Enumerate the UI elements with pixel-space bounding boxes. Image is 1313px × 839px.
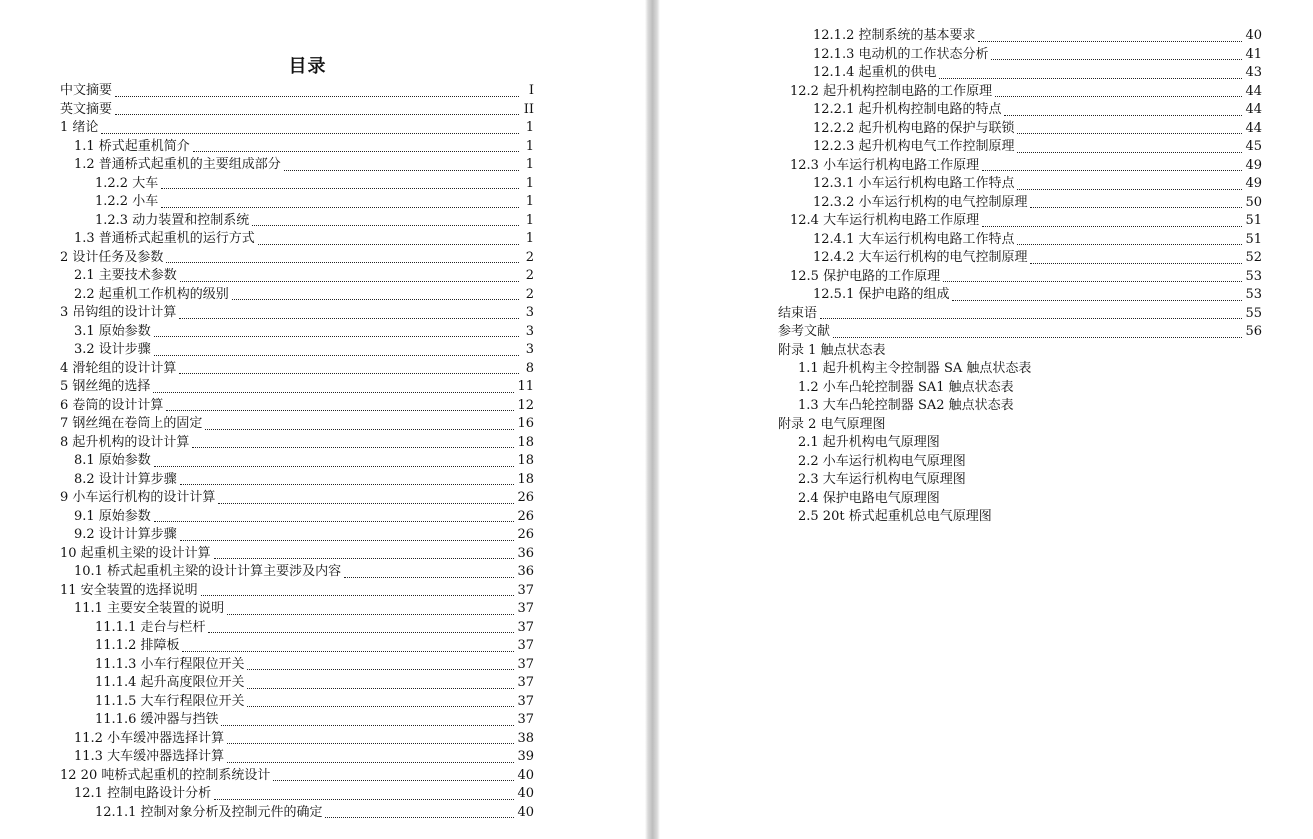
toc-entry[interactable] xyxy=(60,637,534,656)
toc-entry-label: 12.3.1 小车运行机构电路工作特点 xyxy=(813,176,1015,191)
toc-list-right xyxy=(778,27,1262,527)
dot-leader xyxy=(180,474,515,485)
toc-entry-label: 8 起升机构的设计计算 xyxy=(60,434,190,450)
toc-entry-page-number: 44 xyxy=(1245,83,1262,99)
toc-entry-label: 2.2 起重机工作机构的级别 xyxy=(74,286,229,302)
toc-entry[interactable] xyxy=(60,397,534,416)
dot-leader xyxy=(978,31,1242,42)
toc-entry-page-number: 26 xyxy=(517,527,534,542)
toc-entry[interactable] xyxy=(60,119,534,138)
toc-entry[interactable] xyxy=(778,305,1262,324)
toc-entry-page-number: 1 xyxy=(525,212,534,228)
toc-entry[interactable] xyxy=(778,342,1262,361)
dot-leader xyxy=(943,271,1242,282)
toc-entry[interactable] xyxy=(778,120,1262,139)
toc-entry-page-number: 50 xyxy=(1245,194,1262,210)
toc-entry-label: 结束语 xyxy=(778,305,818,321)
toc-entry[interactable] xyxy=(60,619,534,638)
toc-entry-label: 4 滑轮组的设计计算 xyxy=(60,360,177,376)
toc-entry-page-number: 56 xyxy=(1245,324,1262,339)
dot-leader xyxy=(214,789,514,800)
dot-leader xyxy=(258,234,519,245)
toc-entry[interactable] xyxy=(60,230,534,249)
dot-leader xyxy=(180,530,515,541)
toc-entry[interactable] xyxy=(60,434,534,453)
toc-entry-label: 2.5 20t 桥式起重机总电气原理图 xyxy=(798,509,992,524)
toc-entry[interactable] xyxy=(60,212,534,231)
dot-leader xyxy=(179,308,519,319)
dot-leader xyxy=(1004,105,1242,116)
dot-leader xyxy=(214,548,515,559)
toc-entry[interactable] xyxy=(60,304,534,323)
toc-entry-label: 12.1 控制电路设计分析 xyxy=(74,786,212,801)
toc-entry[interactable] xyxy=(60,156,534,175)
toc-entry[interactable] xyxy=(60,508,534,527)
toc-entry[interactable] xyxy=(60,452,534,471)
toc-entry-label: 12.3.2 小车运行机构的电气控制原理 xyxy=(813,194,1028,210)
toc-entry-label: 10 起重机主梁的设计计算 xyxy=(60,545,211,561)
toc-entry-page-number: I xyxy=(528,83,534,98)
toc-entry-page-number: 8 xyxy=(525,360,534,376)
dot-leader xyxy=(154,326,519,337)
toc-entry-page-number: 18 xyxy=(517,453,534,468)
toc-entry-page-number: 45 xyxy=(1245,139,1262,154)
dot-leader xyxy=(166,400,514,411)
dot-leader xyxy=(273,770,514,781)
toc-title: 目录 xyxy=(288,56,327,77)
dot-leader xyxy=(247,678,514,689)
toc-entry[interactable] xyxy=(60,341,534,360)
toc-entry-page-number: 51 xyxy=(1245,213,1262,228)
toc-entry[interactable] xyxy=(60,600,534,619)
toc-entry-page-number: 12 xyxy=(517,397,534,413)
toc-entry[interactable] xyxy=(60,82,534,101)
toc-entry-page-number: 37 xyxy=(517,675,534,690)
toc-entry-page-number: 1 xyxy=(525,194,534,209)
toc-entry[interactable] xyxy=(778,360,1262,379)
toc-entry-page-number: 37 xyxy=(517,619,534,635)
toc-entry-page-number: 55 xyxy=(1245,305,1262,321)
dot-leader xyxy=(1017,234,1242,245)
toc-entry[interactable] xyxy=(778,27,1262,46)
toc-entry[interactable] xyxy=(60,471,534,490)
toc-entry-label: 3 吊钩组的设计计算 xyxy=(60,305,177,320)
toc-list-left xyxy=(60,82,534,822)
toc-entry[interactable] xyxy=(60,175,534,194)
toc-entry-label: 中文摘要 xyxy=(60,83,113,98)
toc-entry-label: 1.1 起升机构主令控制器 SA 触点状态表 xyxy=(798,361,1032,376)
toc-entry[interactable] xyxy=(60,545,534,564)
toc-entry-page-number: 26 xyxy=(517,508,534,524)
toc-entry-label: 11.1.1 走台与栏杆 xyxy=(95,619,206,635)
toc-entry-page-number: 37 xyxy=(517,693,534,709)
toc-entry-page-number: 3 xyxy=(525,323,534,339)
toc-entry[interactable] xyxy=(778,194,1262,213)
toc-entry-label: 12.4.2 大车运行机构的电气控制原理 xyxy=(813,250,1028,265)
toc-entry[interactable] xyxy=(778,101,1262,120)
toc-entry-label: 10.1 桥式起重机主梁的设计计算主要涉及内容 xyxy=(74,564,342,579)
toc-entry[interactable] xyxy=(60,526,534,545)
dot-leader xyxy=(161,197,519,208)
dot-leader xyxy=(1030,197,1242,208)
dot-leader xyxy=(201,585,515,596)
toc-entry[interactable] xyxy=(778,453,1262,472)
toc-entry-label: 1 绪论 xyxy=(60,120,99,135)
toc-entry-label: 12.2 起升机构控制电路的工作原理 xyxy=(790,83,993,99)
toc-entry-label: 12.2.1 起升机构控制电路的特点 xyxy=(813,102,1002,117)
dot-leader xyxy=(193,141,519,152)
toc-entry-page-number: 2 xyxy=(525,249,534,265)
toc-entry-label: 11.1 主要安全装置的说明 xyxy=(74,601,225,616)
toc-entry[interactable] xyxy=(778,157,1262,176)
dot-leader xyxy=(154,345,519,356)
toc-entry[interactable] xyxy=(778,249,1262,268)
toc-entry-label: 12.1.3 电动机的工作状态分析 xyxy=(813,46,989,62)
toc-entry-label: 12.5 保护电路的工作原理 xyxy=(790,268,941,284)
toc-entry-page-number: 37 xyxy=(517,582,534,598)
toc-entry-label: 1.2 普通桥式起重机的主要组成部分 xyxy=(74,157,281,172)
toc-entry[interactable] xyxy=(60,360,534,379)
toc-page-right xyxy=(660,0,1313,839)
toc-entry-label: 8.2 设计计算步骤 xyxy=(74,471,177,487)
toc-entry-label: 2.1 主要技术参数 xyxy=(74,268,177,283)
toc-entry-label: 附录 2 电气原理图 xyxy=(778,416,886,432)
toc-entry-label: 附录 1 触点状态表 xyxy=(778,342,886,358)
toc-entry-page-number: 53 xyxy=(1245,268,1262,284)
toc-entry-label: 11.1.6 缓冲器与挡铁 xyxy=(95,712,219,727)
toc-entry-page-number: 40 xyxy=(517,786,534,801)
toc-entry-label: 1.2 小车凸轮控制器 SA1 触点状态表 xyxy=(798,379,1014,395)
toc-entry-page-number: II xyxy=(523,101,534,117)
toc-entry[interactable] xyxy=(60,748,534,767)
toc-entry-page-number: 52 xyxy=(1245,250,1262,265)
dot-leader xyxy=(166,252,519,263)
dot-leader xyxy=(192,437,514,448)
toc-entry-label: 11.1.2 排障板 xyxy=(95,638,180,653)
toc-entry[interactable] xyxy=(60,767,534,786)
dot-leader xyxy=(284,160,519,171)
toc-entry-page-number: 53 xyxy=(1245,287,1262,302)
toc-entry-page-number: 3 xyxy=(525,305,534,320)
toc-entry[interactable] xyxy=(60,415,534,434)
toc-entry[interactable] xyxy=(60,249,534,268)
toc-entry[interactable] xyxy=(778,268,1262,287)
dot-leader xyxy=(1017,123,1242,134)
dot-leader xyxy=(101,123,519,134)
toc-entry-page-number: 11 xyxy=(517,379,534,394)
dot-leader xyxy=(952,290,1242,301)
toc-entry-label: 12.3 小车运行机构电路工作原理 xyxy=(790,157,980,173)
dot-leader xyxy=(1017,179,1242,190)
dot-leader xyxy=(252,215,519,226)
toc-entry-page-number: 49 xyxy=(1245,176,1262,191)
toc-entry[interactable] xyxy=(778,138,1262,157)
toc-entry-page-number: 3 xyxy=(525,342,534,357)
dot-leader xyxy=(182,641,514,652)
toc-entry-page-number: 37 xyxy=(517,601,534,616)
dot-leader xyxy=(325,807,514,818)
dot-leader xyxy=(995,86,1242,97)
toc-entry-label: 11.3 大车缓冲器选择计算 xyxy=(74,749,225,764)
toc-entry[interactable] xyxy=(778,231,1262,250)
toc-entry-page-number: 1 xyxy=(525,175,534,191)
toc-entry-page-number: 26 xyxy=(517,490,534,505)
toc-entry-label: 1.1 桥式起重机简介 xyxy=(74,138,190,154)
dot-leader xyxy=(247,659,514,670)
dot-leader xyxy=(227,752,514,763)
toc-entry-label: 1.2.3 动力装置和控制系统 xyxy=(95,212,250,228)
toc-entry-page-number: 37 xyxy=(517,656,534,672)
toc-entry[interactable] xyxy=(778,83,1262,102)
toc-entry-page-number: 18 xyxy=(517,434,534,450)
toc-entry-page-number: 38 xyxy=(517,730,534,746)
toc-entry[interactable] xyxy=(60,138,534,157)
toc-entry[interactable] xyxy=(778,508,1262,527)
toc-entry-label: 12.1.1 控制对象分析及控制元件的确定 xyxy=(95,804,323,820)
dot-leader xyxy=(161,178,519,189)
toc-entry-label: 2.2 小车运行机构电气原理图 xyxy=(798,453,966,469)
toc-entry[interactable] xyxy=(778,416,1262,435)
toc-entry-label: 6 卷筒的设计计算 xyxy=(60,397,164,413)
toc-entry-label: 12.2.2 起升机构电路的保护与联锁 xyxy=(813,120,1015,136)
toc-entry-label: 12.4 大车运行机构电路工作原理 xyxy=(790,213,980,228)
dot-leader xyxy=(154,456,515,467)
toc-entry-page-number: 49 xyxy=(1245,157,1262,173)
toc-entry[interactable] xyxy=(778,379,1262,398)
toc-entry[interactable] xyxy=(778,397,1262,416)
toc-entry[interactable] xyxy=(60,267,534,286)
toc-entry-page-number: 1 xyxy=(525,157,534,172)
toc-entry-label: 11 安全装置的选择说明 xyxy=(60,582,198,598)
dot-leader xyxy=(115,104,519,115)
toc-entry-label: 3.2 设计步骤 xyxy=(74,342,151,357)
toc-entry-page-number: 40 xyxy=(517,767,534,783)
toc-entry-page-number: 18 xyxy=(517,471,534,487)
toc-entry-label: 8.1 原始参数 xyxy=(74,453,151,468)
toc-entry-page-number: 37 xyxy=(517,712,534,727)
dot-leader xyxy=(205,419,514,430)
toc-entry-label: 2.1 起升机构电气原理图 xyxy=(798,435,940,450)
toc-entry-page-number: 1 xyxy=(525,120,534,135)
dot-leader xyxy=(227,733,514,744)
dot-leader xyxy=(208,622,514,633)
dot-leader xyxy=(247,696,514,707)
dot-leader xyxy=(227,604,514,615)
toc-entry-label: 11.2 小车缓冲器选择计算 xyxy=(74,730,225,746)
toc-entry-label: 1.2.2 小车 xyxy=(95,194,159,209)
page-gutter xyxy=(645,0,660,839)
dot-leader xyxy=(218,493,514,504)
toc-entry[interactable] xyxy=(778,490,1262,509)
toc-entry-label: 9.2 设计计算步骤 xyxy=(74,527,177,542)
toc-entry[interactable] xyxy=(60,323,534,342)
toc-entry[interactable] xyxy=(60,563,534,582)
toc-entry-page-number: 16 xyxy=(517,416,534,431)
dot-leader xyxy=(344,567,514,578)
dot-leader xyxy=(1030,253,1242,264)
toc-entry-label: 11.1.4 起升高度限位开关 xyxy=(95,675,245,690)
toc-entry[interactable] xyxy=(60,693,534,712)
dot-leader xyxy=(154,511,515,522)
toc-entry-page-number: 44 xyxy=(1245,120,1262,136)
toc-entry-page-number: 44 xyxy=(1245,102,1262,117)
toc-entry-label: 12 20 吨桥式起重机的控制系统设计 xyxy=(60,767,271,783)
toc-entry[interactable] xyxy=(60,286,534,305)
toc-entry-label: 9.1 原始参数 xyxy=(74,508,151,524)
toc-entry-label: 1.3 普通桥式起重机的运行方式 xyxy=(74,231,255,246)
toc-entry[interactable] xyxy=(60,489,534,508)
toc-entry[interactable] xyxy=(778,175,1262,194)
toc-entry-label: 7 钢丝绳在卷筒上的固定 xyxy=(60,416,203,431)
dot-leader xyxy=(180,271,519,282)
toc-entry-page-number: 40 xyxy=(1245,28,1262,43)
toc-entry-label: 5 钢丝绳的选择 xyxy=(60,379,151,394)
toc-entry-label: 3.1 原始参数 xyxy=(74,323,151,339)
toc-entry-label: 11.1.3 小车行程限位开关 xyxy=(95,656,245,672)
dot-leader xyxy=(179,363,519,374)
toc-entry-page-number: 2 xyxy=(525,268,534,283)
toc-entry-label: 2.3 大车运行机构电气原理图 xyxy=(798,472,966,487)
toc-entry-page-number: 36 xyxy=(517,564,534,579)
toc-entry[interactable] xyxy=(60,674,534,693)
dot-leader xyxy=(221,715,514,726)
dot-leader xyxy=(820,308,1242,319)
toc-entry-page-number: 51 xyxy=(1245,231,1262,247)
toc-entry[interactable] xyxy=(778,64,1262,83)
toc-entry-label: 1.3 大车凸轮控制器 SA2 触点状态表 xyxy=(798,398,1014,413)
dot-leader xyxy=(982,160,1242,171)
toc-entry-label: 英文摘要 xyxy=(60,101,113,117)
dot-leader xyxy=(153,382,514,393)
toc-entry[interactable] xyxy=(60,785,534,804)
toc-entry[interactable] xyxy=(778,46,1262,65)
toc-entry[interactable] xyxy=(778,323,1262,342)
toc-entry-label: 11.1.5 大车行程限位开关 xyxy=(95,693,245,709)
toc-entry-page-number: 1 xyxy=(525,231,534,246)
toc-entry-page-number: 41 xyxy=(1245,46,1262,62)
dot-leader xyxy=(1017,142,1242,153)
toc-entry-label: 2 设计任务及参数 xyxy=(60,249,164,265)
toc-entry[interactable] xyxy=(778,212,1262,231)
toc-entry-page-number: 2 xyxy=(525,286,534,302)
toc-entry-page-number: 1 xyxy=(525,138,534,154)
toc-entry-label: 2.4 保护电路电气原理图 xyxy=(798,490,940,506)
toc-page-left xyxy=(0,0,645,839)
toc-entry-label: 9 小车运行机构的设计计算 xyxy=(60,490,216,505)
toc-entry[interactable] xyxy=(60,804,534,823)
toc-entry[interactable] xyxy=(60,730,534,749)
toc-entry-page-number: 43 xyxy=(1245,65,1262,80)
toc-entry-page-number: 39 xyxy=(517,749,534,764)
toc-entry-page-number: 37 xyxy=(517,638,534,653)
toc-entry-label: 参考文献 xyxy=(778,324,831,339)
toc-entry-page-number: 36 xyxy=(517,545,534,561)
dot-leader xyxy=(232,289,519,300)
toc-entry[interactable] xyxy=(60,656,534,675)
dot-leader xyxy=(991,49,1242,60)
toc-entry[interactable] xyxy=(778,434,1262,453)
toc-entry-label: 12.2.3 起升机构电气工作控制原理 xyxy=(813,139,1015,154)
toc-entry-label: 1.2.2 大车 xyxy=(95,175,159,191)
toc-entry-label: 12.5.1 保护电路的组成 xyxy=(813,287,950,302)
toc-entry-label: 12.4.1 大车运行机构电路工作特点 xyxy=(813,231,1015,247)
dot-leader xyxy=(833,327,1242,338)
toc-entry-page-number: 40 xyxy=(517,804,534,820)
toc-entry[interactable] xyxy=(60,378,534,397)
toc-entry[interactable] xyxy=(60,193,534,212)
dot-leader xyxy=(115,86,519,97)
toc-entry[interactable] xyxy=(778,471,1262,490)
dot-leader xyxy=(982,216,1242,227)
dot-leader xyxy=(939,68,1242,79)
toc-entry-label: 12.1.4 起重机的供电 xyxy=(813,65,937,80)
toc-entry[interactable] xyxy=(60,101,534,120)
toc-entry-label: 12.1.2 控制系统的基本要求 xyxy=(813,28,976,43)
toc-entry[interactable] xyxy=(778,286,1262,305)
toc-entry[interactable] xyxy=(60,582,534,601)
toc-entry[interactable] xyxy=(60,711,534,730)
